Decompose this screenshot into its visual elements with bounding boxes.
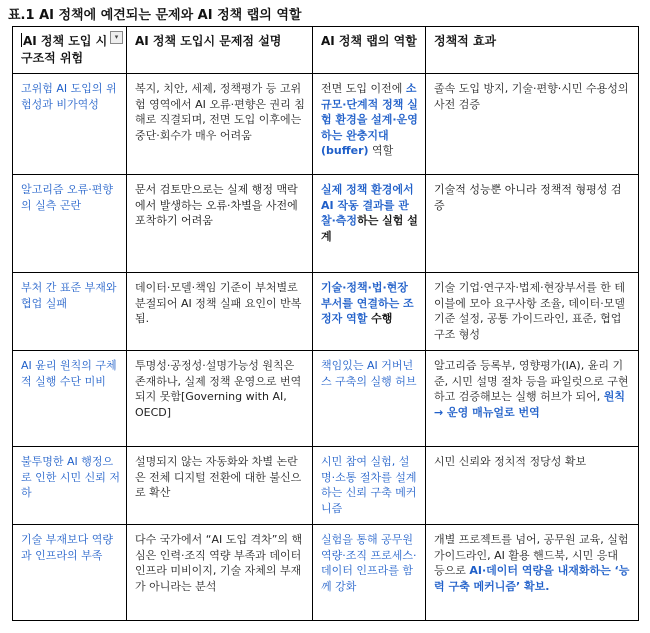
table-row [13, 74, 639, 175]
role-text-plain: 전면 도입 이전에 [321, 82, 406, 95]
table-row [13, 351, 639, 447]
problem-cell [127, 525, 313, 621]
risk-text: 불투명한 AI 행정으로 인한 시민 신뢰 저하 [21, 455, 120, 499]
risk-text: 알고리즘 오류·편향의 실측 곤란 [21, 183, 114, 212]
risk-cell [13, 351, 127, 447]
role-text-highlight: 시민 참여 실험, 설명·소통 절차를 설계하는 신뢰 구축 메커니즘 [321, 455, 417, 515]
risk-cell [13, 273, 127, 351]
header-effect-label: 정책적 효과 [434, 34, 497, 48]
risk-cell [13, 175, 127, 273]
risk-text: 기술 부재보다 역량과 인프라의 부족 [21, 533, 114, 562]
policy-table [12, 26, 639, 621]
effect-text: 졸속 도입 방지, 기술·편향·시민 수용성의 사전 검증 [434, 82, 629, 111]
effect-text: 개별 프로젝트를 넘어, 공무원 교육, 실험 가이드라인, AI 활용 핸드북, 시민 응대 등으로 [434, 533, 629, 577]
problem-text: 문서 검토만으로는 실제 행정 맥락에서 발생하는 오류·차별을 사전에 포착하기 어려움 [135, 183, 298, 227]
effect-text-highlight: AI·데이터 역량을 내재화하는 ‘능력 구축 메커니즘’ 확보. [434, 564, 630, 593]
problem-cell [127, 273, 313, 351]
role-text-highlight: 기술·정책·법·현장 부서를 연결하는 조정자 역할 [321, 281, 414, 325]
problem-text: 설명되지 않는 자동화와 차별 논란은 전체 디지털 전환에 대한 불신으로 확산 [135, 455, 302, 499]
problem-text: 복지, 치안, 세제, 정책평가 등 고위험 영역에서 AI 오류·편향은 권리 침해로 직결되며, 전면 도입 이후에는 중단·회수가 매우 어려움 [135, 82, 305, 142]
risk-cell [13, 74, 127, 175]
effect-text: 기술적 성능뿐 아니라 정책적 형평성 검증 [434, 183, 622, 212]
table-row [13, 175, 639, 273]
effect-text: 알고리즘 등록부, 영향평가(IA), 윤리 기준, 시민 설명 절차 등을 파일럿으로 구현하고 검증해보는 실행 허브가 되어, [434, 359, 629, 403]
role-text-bold: 수행 [367, 312, 393, 325]
role-cell [313, 351, 426, 447]
risk-cell [13, 447, 127, 525]
role-cell [313, 447, 426, 525]
header-role [313, 27, 426, 74]
problem-cell [127, 175, 313, 273]
text-cursor [21, 33, 22, 47]
effect-text: 시민 신뢰와 정치적 정당성 확보 [434, 455, 587, 468]
effect-cell [426, 525, 639, 621]
table-title: 표.1 AI 정책에 예견되는 문제와 AI 정책 랩의 역할 [8, 8, 302, 23]
problem-cell [127, 351, 313, 447]
table-row [13, 447, 639, 525]
table-row [13, 525, 639, 621]
effect-text-highlight: 원칙 → 운영 매뉴얼로 번역 [434, 390, 626, 419]
risk-text: AI 윤리 원칙의 구체적 실행 수단 미비 [21, 359, 117, 388]
role-text-highlight: 실제 정책 환경에서 AI 작동 결과를 관찰·측정 [321, 183, 414, 227]
effect-cell [426, 74, 639, 175]
problem-cell [127, 447, 313, 525]
risk-text: 고위험 AI 도입의 위험성과 비가역성 [21, 82, 117, 111]
role-cell [313, 74, 426, 175]
role-text-plain: 역할 [368, 144, 394, 157]
problem-text: 다수 국가에서 “AI 도입 격차”의 핵심은 인력·조직 역량 부족과 데이터 인프라 미비이지, 기술 자체의 부재가 아니라는 분석 [135, 533, 303, 593]
header-role-label: AI 정책 랩의 역할 [321, 34, 417, 48]
risk-text: 부처 간 표준 부재와 협업 실패 [21, 281, 117, 310]
effect-cell [426, 175, 639, 273]
problem-text: 데이터·모델·책임 기준이 부처별로 분절되어 AI 정책 실패 요인이 반복됨. [135, 281, 302, 325]
role-text-bold: 하는 실험 설계 [321, 214, 418, 243]
role-cell [313, 273, 426, 351]
effect-text: 기술 기업·연구자·법제·현장부서를 한 테이블에 모아 요구사항 조율, 데이터·모델 기준 설정, 공통 가이드라인, 표준, 협업 구조 형성 [434, 281, 625, 341]
header-problem [127, 27, 313, 74]
role-text-highlight: 책임있는 AI 거버넌스 구축의 실행 허브 [321, 359, 417, 388]
filter-dropdown-icon[interactable]: ▾ [110, 31, 123, 44]
problem-cell [127, 74, 313, 175]
header-risk[interactable] [13, 27, 127, 74]
role-text-highlight: 실험을 통해 공무원 역량·조직 프로세스·데이터 인프라를 함께 강화 [321, 533, 417, 593]
effect-cell [426, 351, 639, 447]
effect-cell [426, 447, 639, 525]
effect-cell [426, 273, 639, 351]
role-cell [313, 175, 426, 273]
risk-cell [13, 525, 127, 621]
header-problem-label: AI 정책 도입시 문제점 설명 [135, 34, 282, 48]
problem-text: 투명성·공정성·설명가능성 원칙은 존재하나, 실제 정책 운영으로 번역되지 못함[Governing with AI, OECD] [135, 359, 302, 419]
header-effect [426, 27, 639, 74]
header-risk-label: AI 정책 도입 시 구조적 위험 [21, 34, 108, 65]
role-text-highlight: 소규모·단계적 정책 실험 환경을 설계·운영하는 완충지대(buffer) [321, 82, 418, 157]
table-row [13, 273, 639, 351]
role-cell [313, 525, 426, 621]
